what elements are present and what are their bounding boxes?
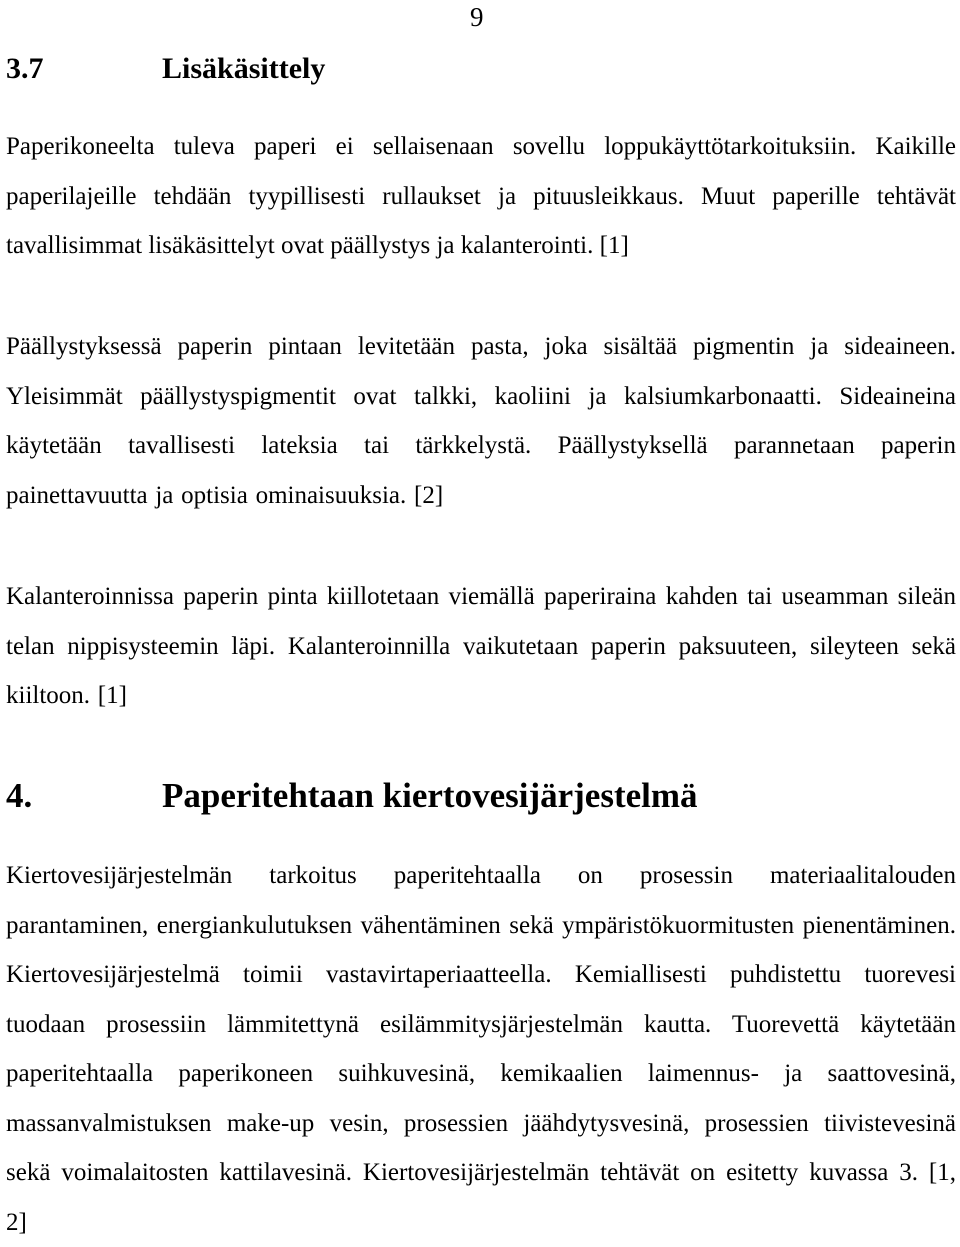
- section-number: 3.7: [6, 52, 44, 85]
- section-title: Lisäkäsittely: [162, 52, 326, 85]
- chapter-number: 4.: [6, 776, 33, 815]
- paragraph-calendering: Kalanteroinnissa paperin pinta kiillotetaan viemällä paperiraina kahden tai useamman sileän telan nippisysteemin läpi. Kalanteroinnilla vaikutetaan paperin paksuuteen, sileyteen sekä kiiltoon. [1]: [6, 583, 956, 709]
- paragraph-coating: Päällystyksessä paperin pintaan levitetään pasta, joka sisältää pigmentin ja sideaineen. Yleisimmät päällystyspigmentit ovat talkki, kaoliini ja kalsiumkarbonaatti. Sideaineina käytetään tavallisesti lateksia tai tärkkelystä. Päällystyksellä parannetaan paperin painettavuutta ja optisia ominaisuuksia. [2]: [6, 333, 956, 509]
- paragraph-circulation-water: Kiertovesijärjestelmän tarkoitus paperitehtaalla on prosessin materiaalitalouden parantaminen, energiankulutuksen vähentäminen sekä ympäristökuormitusten pienentäminen. Kiertovesijärjestelmä toimii vastavirtaperiaatteella. Kemiallisesti puhdistettu tuorevesi tuodaan prosessiin lämmitettynä esilämmitysjärjestelmän kautta. Tuorevettä käytetään paperitehtaalla paperikoneen suihkuvesinä, kemikaalien laimennus- ja saattovesinä, massanvalmistuksen make-up vesin, prosessien jäähdytysvesinä, prosessien tiivistevesinä sekä voimalaitosten kattilavesinä. Kiertovesijärjestelmän tehtävät on esitetty kuvassa 3. [1, 2]: [6, 862, 956, 1236]
- page-number: 9: [470, 2, 484, 32]
- paragraph-post-processing-intro: Paperikoneelta tuleva paperi ei sellaisenaan sovellu loppukäyttötarkoituksiin. Kaikille paperilajeille tehdään tyypillisesti rullaukset ja pituusleikkaus. Muut paperille tehtävät tavallisimmat lisäkäsittelyt ovat päällystys ja kalanterointi. [1]: [6, 133, 956, 259]
- chapter-heading: [6, 775, 698, 817]
- chapter-title: Paperitehtaan kiertovesijärjestelmä: [162, 776, 698, 815]
- section-heading: [6, 51, 325, 87]
